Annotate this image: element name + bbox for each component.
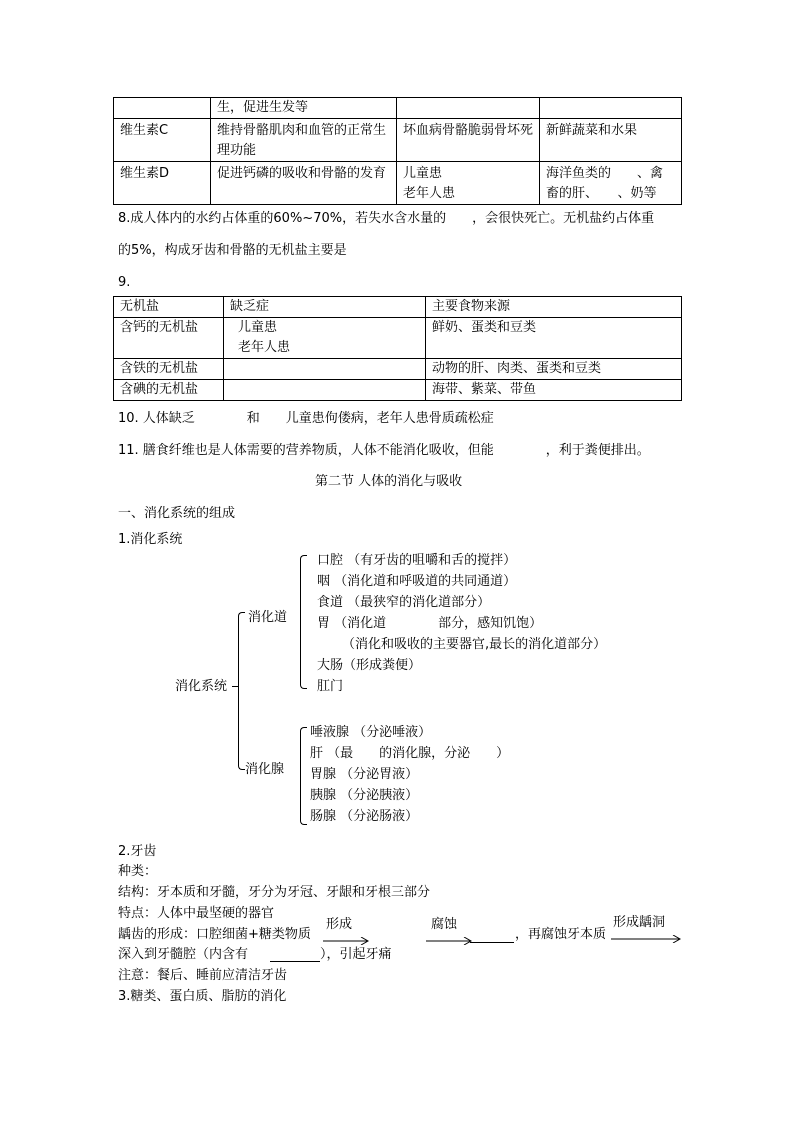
- table-cell: 动物的肝、肉类、蛋类和豆类: [426, 359, 682, 380]
- mineral-table: [113, 296, 682, 401]
- tract-item: 口腔 （有牙齿的咀嚼和舌的搅拌）: [317, 553, 517, 568]
- table-cell: [540, 98, 682, 119]
- column-header: 缺乏症: [224, 297, 426, 318]
- gland-label: 消化腺: [245, 762, 285, 777]
- tract-item: 肛门: [317, 679, 344, 694]
- tract-item: 大肠（形成粪便）: [317, 658, 422, 673]
- subheading-nutrient-digestion: 3.糖类、蛋白质、脂肪的消化: [118, 989, 287, 1004]
- item-11: 11. 膳食纤维也是人体需要的营养物质，人体不能消化吸收，但能 ，利于粪便排出。: [118, 443, 650, 458]
- tract-item: 食道 （最狭窄的消化道部分）: [317, 595, 491, 610]
- table-cell: [114, 98, 211, 119]
- table-cell: [397, 98, 540, 119]
- tract-item: 咽 （消化道和呼吸道的共同通道）: [317, 574, 517, 589]
- arrow-corrode-icon: [426, 934, 472, 942]
- caries-mid: ，再腐蚀牙本质: [515, 927, 607, 942]
- table-row: [114, 359, 682, 380]
- caries-line2a: 深入到牙髓腔（内含有: [118, 947, 249, 962]
- teeth-feature: 特点：人体中最坚硬的器官: [118, 906, 275, 921]
- subheading-digestive-system: 1.消化系统: [118, 532, 183, 547]
- diagram-root-label: 消化系统: [175, 679, 228, 694]
- table-cell: 新鲜蔬菜和水果: [540, 119, 682, 162]
- blank-line: [270, 961, 320, 962]
- arrow-label-corrode: 腐蚀: [431, 917, 458, 932]
- gland-item: 肝 （最 的消化腺，分泌 ）: [310, 746, 510, 761]
- item-8-line1: 8.成人体内的水约占体重的60%~70%，若失水含水量的 ，会很快死亡。无机盐约占体重: [118, 211, 655, 226]
- blank-line: [470, 942, 514, 943]
- item-10: 10. 人体缺乏 和 儿童患佝偻病，老年人患骨质疏松症: [118, 411, 494, 426]
- arrow-label-cavity: 形成龋洞: [613, 915, 666, 930]
- table-row: [114, 380, 682, 401]
- table-cell: 促进钙磷的吸收和骨骼的发育: [211, 162, 397, 205]
- table-row: [114, 119, 682, 162]
- table-cell: 鲜奶、蛋类和豆类: [426, 318, 682, 359]
- caries-line2b: ），引起牙痛: [320, 947, 392, 962]
- table-cell: 儿童患 老年人患: [397, 162, 540, 205]
- tract-item: （消化和吸收的主要器官,最长的消化道部分）: [342, 637, 607, 652]
- gland-item: 唾液腺 （分泌唾液）: [310, 725, 432, 740]
- arrow-cavity-icon: [611, 932, 681, 940]
- caries-prefix: 龋齿的形成：口腔细菌+糖类物质: [118, 927, 311, 942]
- item-9-label: 9.: [118, 275, 131, 290]
- tract-item: 胃 （消化道 部分，感知饥饱）: [317, 616, 543, 631]
- table-header-row: [114, 297, 682, 318]
- table-row: [114, 162, 682, 205]
- table-cell: 生，促进生发等: [211, 98, 397, 119]
- item-8-line2: 的5%，构成牙齿和骨骼的无机盐主要是: [118, 243, 347, 258]
- table-cell: [224, 380, 426, 401]
- gland-item: 肠腺 （分泌肠液）: [310, 809, 419, 824]
- table-row: [114, 318, 682, 359]
- table-cell: 含钙的无机盐: [114, 318, 224, 359]
- section-title: 第二节 人体的消化与吸收: [315, 474, 463, 489]
- gland-item: 胃腺 （分泌胃液）: [310, 767, 419, 782]
- table-cell: 坏血病骨骼脆弱骨坏死: [397, 119, 540, 162]
- table-cell: 维持骨骼肌肉和血管的正常生理功能: [211, 119, 397, 162]
- column-header: 无机盐: [114, 297, 224, 318]
- table-cell: [224, 359, 426, 380]
- gland-item: 胰腺 （分泌胰液）: [310, 788, 419, 803]
- table-row: [114, 98, 682, 119]
- table-cell: 维生素D: [114, 162, 211, 205]
- main-brace-tick: [232, 686, 238, 687]
- teeth-note: 注意：餐后、睡前应清洁牙齿: [118, 968, 288, 983]
- table-cell: 海洋鱼类的 、禽畜的肝、 、奶等: [540, 162, 682, 205]
- table-cell: 儿童患 老年人患: [224, 318, 426, 359]
- heading-digestive-system: 一、消化系统的组成: [118, 506, 236, 521]
- table-cell: 海带、紫菜、带鱼: [426, 380, 682, 401]
- column-header: 主要食物来源: [426, 297, 682, 318]
- tract-label: 消化道: [248, 610, 288, 625]
- arrow-label-form: 形成: [326, 917, 353, 932]
- tract-brace: [300, 555, 307, 689]
- main-brace: [238, 612, 245, 770]
- teeth-structure: 结构：牙本质和牙髓，牙分为牙冠、牙龈和牙根三部分: [118, 885, 431, 900]
- gland-brace: [300, 727, 307, 825]
- table-cell: 含铁的无机盐: [114, 359, 224, 380]
- teeth-title: 2.牙齿: [118, 844, 157, 859]
- table-cell: 维生素C: [114, 119, 211, 162]
- teeth-types: 种类：: [118, 864, 158, 879]
- table-cell: 含碘的无机盐: [114, 380, 224, 401]
- arrow-form-icon: [323, 934, 369, 942]
- vitamin-table: [113, 97, 682, 205]
